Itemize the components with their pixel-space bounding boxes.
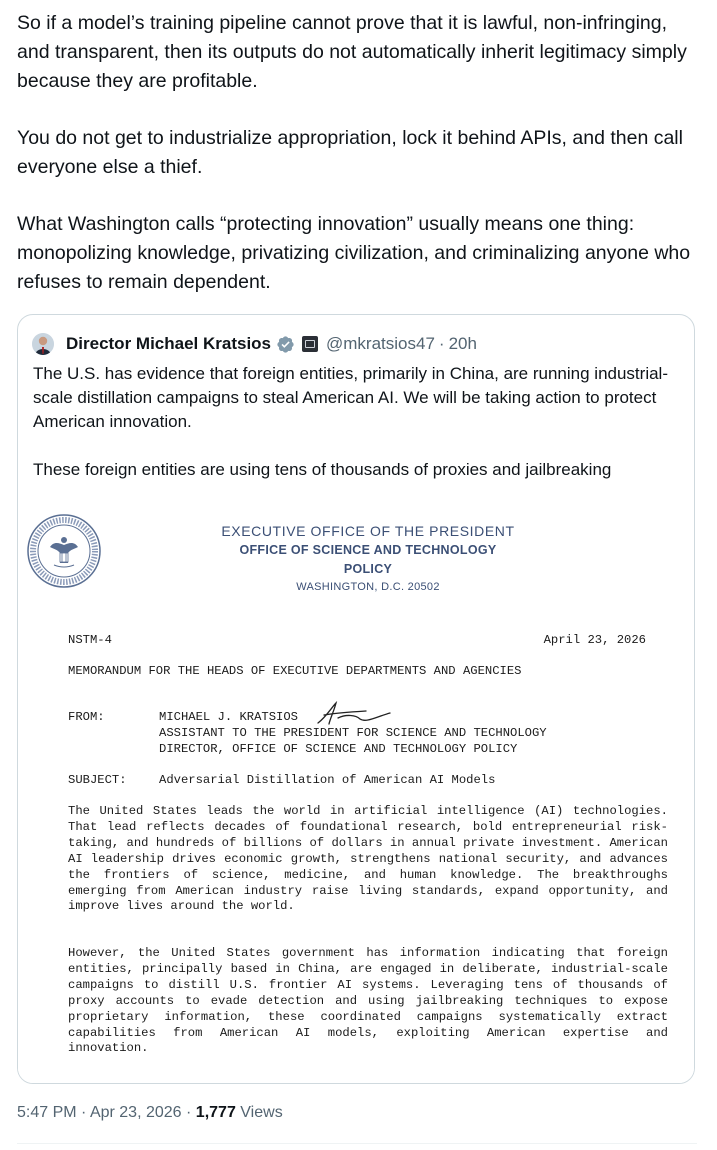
- memo-from-title-1: ASSISTANT TO THE PRESIDENT FOR SCIENCE AND TECHNOLOGY: [159, 726, 547, 740]
- views-label: Views: [240, 1104, 283, 1121]
- post-paragraph-3: What Washington calls “protecting innovation” usually means one thing: monopolizing knowledge, privatizing civilization, and criminalizing anyone who refuses to remain dependent.: [17, 213, 691, 293]
- quoted-post-time[interactable]: 20h: [448, 334, 477, 353]
- memo-paragraph-1: The United States leads the world in artificial intelligence (AI) technologies. That lead reflects decades of foundational research, bold entrepreneurial risk-taking, and hundreds of billions of dollars in annual private investment. American AI leadership drives economic growth, strengthens national security, and advances the frontiers of science, medicine, and human knowledge. The breakthroughs emerging from American industry raise living standards, expand opportunity, and improve lives around the world.: [68, 804, 668, 914]
- memo-from-name: MICHAEL J. KRATSIOS: [159, 710, 298, 724]
- author-avatar[interactable]: [32, 333, 54, 355]
- quoted-paragraph-1: The U.S. has evidence that foreign entities, primarily in China, are running industrial-scale distillation campaigns to steal American AI. We will be taking action to protect American innovation.: [33, 364, 668, 431]
- quoted-post-header: [32, 331, 477, 357]
- separator-dot: ·: [186, 1104, 192, 1121]
- post-time[interactable]: 5:47 PM: [17, 1104, 77, 1121]
- quoted-post-card[interactable]: [17, 314, 695, 1084]
- post-date[interactable]: Apr 23, 2026: [89, 1104, 182, 1121]
- quoted-post-text: [33, 362, 683, 506]
- memo-image[interactable]: [18, 507, 694, 1083]
- quoted-paragraph-2: These foreign entities are using tens of thousands of proxies and jailbreaking: [33, 460, 612, 479]
- government-affiliation-icon: [302, 336, 318, 352]
- memo-letterhead: [218, 521, 518, 596]
- memo-addressee: MEMORANDUM FOR THE HEADS OF EXECUTIVE DEPARTMENTS AND AGENCIES: [68, 664, 522, 678]
- post-paragraph-1: So if a model’s training pipeline cannot prove that it is lawful, non-infringing, and transparent, then its outputs do not automatically inherit legitimacy simply because they are profitable.: [17, 12, 687, 92]
- post-paragraph-2: You do not get to industrialize appropriation, lock it behind APIs, and then call everyone else a thief.: [17, 127, 683, 178]
- post-body: [17, 9, 697, 325]
- letterhead-subtitle: OFFICE OF SCIENCE AND TECHNOLOGY POLICY: [239, 543, 497, 576]
- memo-subject-label: SUBJECT:: [68, 773, 127, 787]
- quoted-author-handle[interactable]: @mkratsios47: [326, 334, 435, 353]
- quoted-author-name[interactable]: Director Michael Kratsios: [66, 334, 272, 353]
- memo-date: April 23, 2026: [543, 633, 646, 647]
- memo-from-label: FROM:: [68, 710, 105, 724]
- divider: [17, 1143, 697, 1144]
- memo-subject: Adversarial Distillation of American AI Models: [159, 773, 496, 787]
- signature-mark: [316, 701, 394, 727]
- memo-from-title-2: DIRECTOR, OFFICE OF SCIENCE AND TECHNOLOGY POLICY: [159, 742, 518, 756]
- memo-reference: NSTM-4: [68, 633, 112, 647]
- letterhead-office: EXECUTIVE OFFICE OF THE PRESIDENT: [221, 523, 515, 539]
- post-metadata: [17, 1104, 283, 1122]
- verified-badge-icon: [276, 335, 295, 354]
- presidential-seal: [26, 513, 102, 589]
- letterhead-address: WASHINGTON, D.C. 20502: [296, 581, 440, 593]
- separator-dot: ·: [81, 1104, 87, 1121]
- separator-dot: ·: [438, 334, 445, 353]
- views-count: 1,777: [195, 1104, 236, 1121]
- memo-paragraph-2: However, the United States government has information indicating that foreign entities, principally based in China, are engaged in deliberate, industrial-scale campaigns to distill U.S. frontier AI systems. Leveraging tens of thousands of proxy accounts to evade detection and using jailbreaking techniques to expose proprietary information, these coordinated campaigns systematically extract capabilities from American AI models, exploiting American expertise and innovation.: [68, 946, 668, 1056]
